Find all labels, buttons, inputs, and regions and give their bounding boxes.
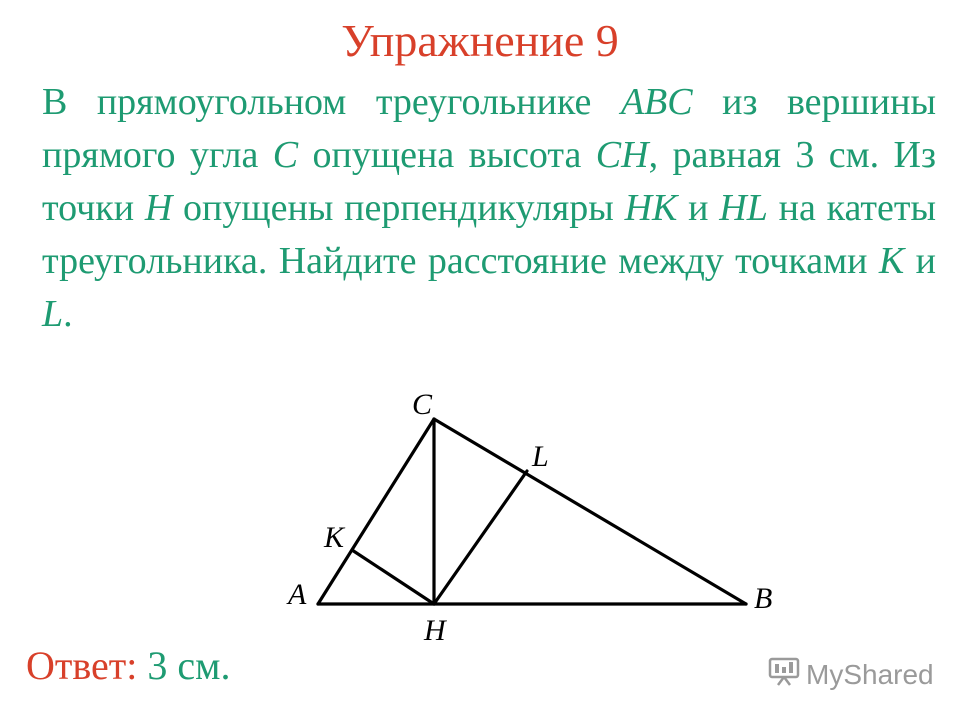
altitude-ref: CH (595, 134, 649, 176)
label-h: H (424, 614, 446, 647)
point-h-ref: H (144, 187, 173, 229)
label-a: A (288, 578, 307, 611)
problem-text: из вершины прямого угла (42, 81, 936, 176)
exercise-title: Упражнение 9 (341, 15, 619, 66)
presentation-icon (768, 656, 800, 693)
side-ac (318, 419, 434, 604)
label-l: L (532, 440, 549, 473)
triangle-name: ABC (620, 81, 693, 123)
problem-text: опущены перпендикуляры (172, 187, 625, 229)
problem-text: . (63, 293, 73, 335)
side-cb (434, 419, 746, 604)
point-l-ref: L (42, 293, 64, 335)
perpendicular-hl (434, 471, 527, 604)
segment-hl-ref: HL (719, 187, 768, 229)
watermark-text: MyShared (806, 658, 934, 690)
problem-text: и (904, 240, 936, 282)
label-c: C (412, 388, 433, 421)
answer-label: Ответ: (26, 643, 138, 688)
problem-text: на катеты треугольника. Найдите расстояние между точками (42, 187, 936, 282)
problem-text: В прямоугольном треугольнике (42, 81, 621, 123)
point-k-ref: K (878, 240, 905, 282)
problem-text: опущена высота (298, 134, 596, 176)
answer (26, 642, 230, 689)
label-b: B (754, 582, 773, 615)
vertex-c-ref: C (272, 134, 299, 176)
problem-text: , равная 3 см. Из точки (42, 134, 936, 229)
watermark (768, 656, 934, 693)
answer-value: 3 см. (147, 643, 231, 688)
segment-hk-ref: HK (624, 187, 678, 229)
label-k: K (324, 521, 345, 554)
problem-text: и (677, 187, 720, 229)
perpendicular-hk (352, 550, 434, 604)
